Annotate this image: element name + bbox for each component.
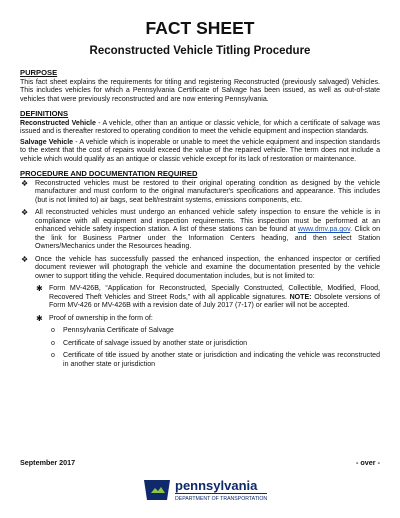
star-bullet-icon: ✱ (36, 313, 43, 323)
dmv-website-link[interactable]: www.dmv.pa.gov (297, 226, 351, 234)
logo-department: DEPARTMENT OF TRANSPORTATION (175, 495, 268, 502)
circle-bullet-icon: o (51, 339, 55, 347)
definition-reconstructed (20, 120, 380, 137)
logo-divider (175, 493, 267, 494)
footer-over: - over - (356, 458, 380, 467)
definitions-section (20, 109, 380, 164)
definition-term: Reconstructed Vehicle (20, 119, 96, 127)
list-item: o Certificate of salvage issued by another state or jurisdiction (51, 339, 248, 347)
purpose-section (20, 68, 380, 104)
definition-text: - A vehicle which is inoperable or unable to meet the vehicle equipment and inspection standards to the extent that the cost of repairs would exceed the value of the repaired vehicle. The term does not include a vehicle which would qualify as an antique or classic vehicle except for its lack of restoration or maintenance. (20, 138, 380, 163)
list-item: o Pennsylvania Certificate of Salvage (51, 327, 174, 335)
list-item: ❖ All reconstructed vehicles must undergo an enhanced vehicle safety inspection to ensure the vehicle is in compliance with all equipment and inspection requirements. This inspection must be performed at an enhanced vehicle safety inspection station. A list of these stations can be found at www.dmv.pa.gov. Click on the link for Business Partner under the Information Centers heading, and then select Station Owners/Mechanics under the Resources heading. (21, 208, 381, 251)
list-item: ✱ Proof of ownership in the form of: (36, 313, 153, 323)
diamond-bullet-icon: ❖ (21, 254, 29, 264)
list-item: ✱ Form MV-426B, “Application for Reconstructed, Specially Constructed, Collectible, Modified, Flood, Recovered Theft Vehicles and Street Rods,” with all applicable signatures. NOTE: Obsolete versions of Form MV-426 or MV-426B with a revision date of July 2017 (7-17) or earlier will not be accepted. (36, 284, 381, 310)
circle-bullet-icon: o (51, 352, 55, 360)
logo-name: pennsylvania (175, 477, 258, 493)
purpose-heading: PURPOSE (20, 68, 58, 77)
penndot-logo (142, 470, 282, 510)
page-title: FACT SHEET (145, 18, 255, 38)
list-item: o Certificate of title issued by another state or jurisdiction and indicating the vehicle was reconstructed in another state or jurisdiction (51, 352, 380, 368)
procedure-section (20, 169, 380, 369)
definition-salvage (20, 139, 380, 165)
footer-date: September 2017 (20, 458, 76, 467)
definitions-heading: DEFINITIONS (20, 109, 69, 119)
definition-term: Salvage Vehicle (20, 138, 74, 146)
diamond-bullet-icon: ❖ (21, 178, 29, 188)
list-item: ❖ Once the vehicle has successfully passed the enhanced inspection, the enhanced inspector or certified document reviewer will photograph the vehicle and examine the documentation presented by the vehicle owner to support titling the vehicle. Required documentation includes, but is not limited to: (21, 254, 380, 280)
definition-text: - A vehicle, other than an antique or classic vehicle, for which a certificate of salvage was issued and is thereafter restored to operating condition to meet the vehicle equipment and inspection standards. (20, 119, 380, 136)
keystone-icon (142, 478, 172, 502)
procedure-heading: PROCEDURE AND DOCUMENTATION REQUIRED (20, 169, 198, 179)
page-subtitle: Reconstructed Vehicle Titling Procedure (89, 45, 311, 57)
circle-bullet-icon: o (51, 327, 55, 335)
list-item: ❖ Reconstructed vehicles must be restored to their original operating condition as designed by the vehicle manufacturer and must conform to the original manufacturer's specifications and appearance. This includes (but is not limited to) air bags, seat belt/restraint systems, emissions components, etc. (21, 178, 380, 204)
page-footer (20, 458, 380, 467)
purpose-text: This fact sheet explains the requirements for titling and registering Reconstructed (previously salvaged) Vehicles. This includes vehicles for which a Pennsylvania Certificate of Salvage has been issued, as well as out-of-state vehicles that were previously reconstructed and are now entering Pennsylvania. (20, 78, 380, 103)
star-bullet-icon: ✱ (36, 284, 43, 294)
diamond-bullet-icon: ❖ (21, 208, 29, 218)
